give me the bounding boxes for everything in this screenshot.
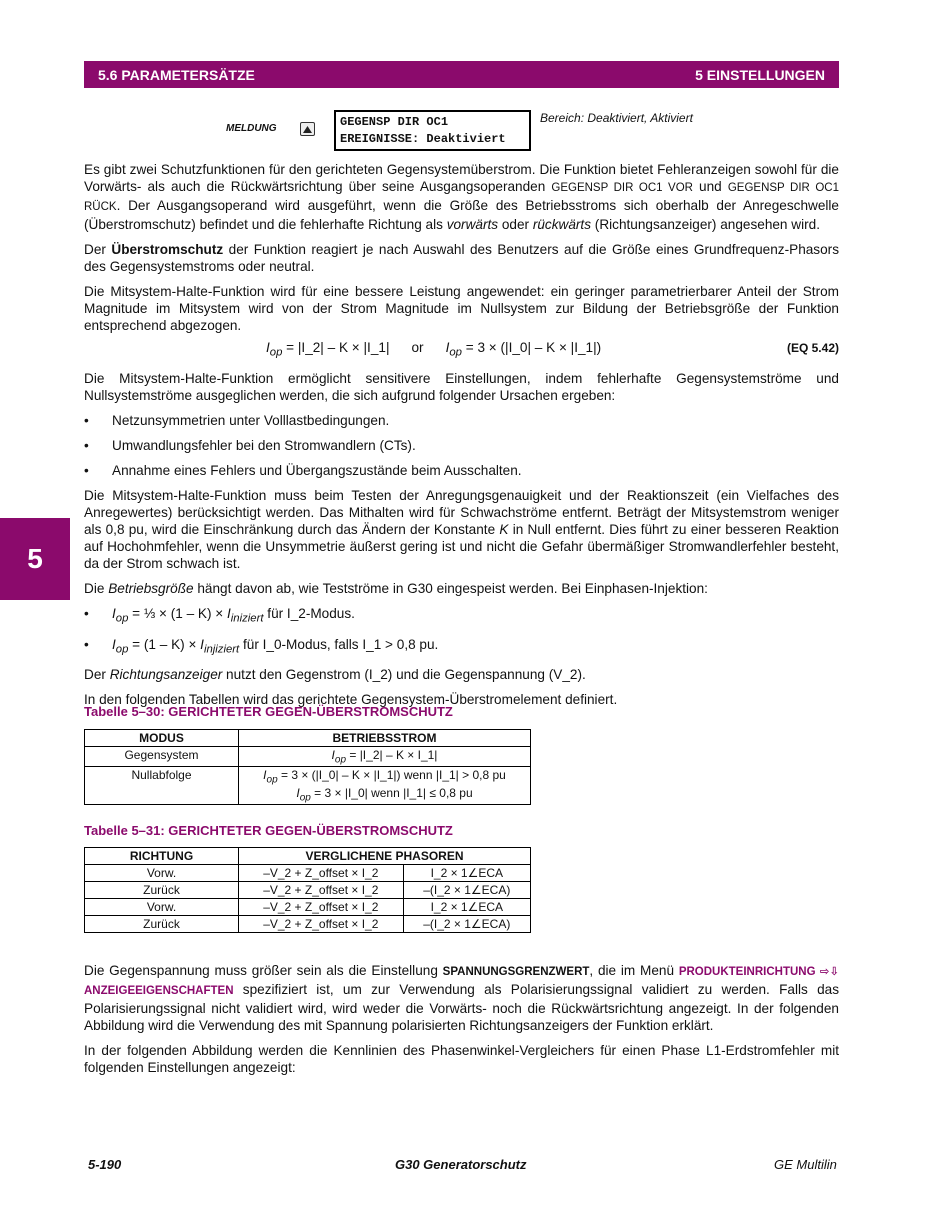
publisher: GE Multilin [774,1157,837,1172]
bullet-list-1 [84,412,839,479]
list-item: • $I_{op} = (1 - K) \times I_{injiziert}$ für I_0-Modus, falls I_1 > 0,8 pu. [84,636,839,659]
paragraph-10: In der folgenden Abbildung werden die Kennlinien des Phasenwinkel-Vergleichers für einen Phase L1-Erdstromfehler mit folgenden Einstellungen angezeigt: [84,1043,839,1075]
paragraph-2: Der Überstromschutz der Funktion reagiert je nach Auswahl des Benutzers auf die Größe eines Grundfrequenz-Phasors des Gegensystemstroms oder neutral. [84,242,839,274]
bullet-list-2 [84,605,839,658]
list-item: • Umwandlungsfehler bei den Stromwandlern (CTs). [84,437,839,454]
table-cell: Zurück [85,882,239,899]
paragraph-6: Die Betriebsgröße hängt davon ab, wie Testströme in G30 eingespeist werden. Bei Einphasen-Injektion: [84,581,708,596]
paragraph-9: Die Gegenspannung muss größer sein als die Einstellung SPANNUNGSGRENZWERT, die im Menü PRODUKTEINRICHTUNG ⇨⇩ ANZEIGEEIGENSCHAFTEN spezifiziert ist, um zur Verwendung als Polarisierungssignal validiert zu werden. Falls das Polarisierungssignal nicht validiert wird, wird weder die Vorwärts- noch die Rückwärtsrichtung angezeigt. In der folgenden Abbildung wird die Verwendung des mit Spannung polarisierten Richtungsanzeigers der Funktion erklärt. [84,963,840,1033]
document-title: G30 Generatorschutz [395,1157,527,1172]
table-cell: –V_2 + Z_offset × I_2 [239,899,404,916]
paragraph-8: In den folgenden Tabellen wird das gerichtete Gegensystem-Überstromelement definiert. [84,692,618,708]
paragraph-4: Die Mitsystem-Halte-Funktion ermöglicht sensitivere Einstellungen, indem fehlerhafte Gegensystemströme und Nullsystemströme ausgeglichen werden, die sich aufgrund folgender Ursachen ergeben: [84,371,839,403]
equation-number: (EQ 5.42) [786,341,839,355]
column-header: MODUS [85,730,239,747]
list-item: • Annahme eines Fehlers und Übergangszustände beim Ausschalten. [84,462,839,479]
table-row [85,899,531,916]
table-header-row [85,730,531,747]
table-cell: $I_{op} = 3$ × (|I_0| – K × |I_1|) wenn |I_1| > 0,8 pu $I_{op} = 3$ × |I_0| wenn |I_1| ≤ 0,8 pu [239,767,531,805]
list-item: • Netzunsymmetrien unter Volllastbedingungen. [84,412,839,429]
table-row [85,767,531,805]
column-header: VERGLICHENE PHASOREN [239,848,531,865]
lcd-line-2: EREIGNISSE: Deaktiviert [340,132,506,146]
table-cell: I_2 × 1∠ECA [403,865,530,882]
table-cell: –V_2 + Z_offset × I_2 [239,865,404,882]
up-arrow-key-icon [300,122,315,136]
table-1-title: Tabelle 5–30: GERICHTETER GEGEN-ÜBERSTROMSCHUTZ [84,704,453,719]
column-header: BETRIEBSSTROM [239,730,531,747]
table-cell: –(I_2 × 1∠ECA) [403,882,530,899]
table-1 [84,729,531,805]
lcd-display [334,110,531,151]
table-cell: Zurück [85,916,239,933]
body-upper [84,161,839,342]
page-header-bar [84,61,839,88]
table-row [85,747,531,767]
paragraph-5: Die Mitsystem-Halte-Funktion muss beim Testen der Anregungsgenauigkeit und der Reaktionszeit (ein Vielfaches des Anregewertes) berücksichtigt werden. Das Mithalten wird für Schwachströme entfernt. Beträgt der Mitsystemstrom weniger als 0,8 pu, wird die Einschränkung durch das Ändern der Konstante K in Null entfernt. Dies führt zu einer besseren Reaktion auf Hochohmfehler, wenn die Unsymmetrie äußerst gering ist und nicht die Gefahr übermäßiger Stromwandlerfehler besteht, da der Strom schwach ist. [84,488,839,571]
menu-path-link: PRODUKTEINRICHTUNG ⇨⇩ ANZEIGEEIGENSCHAFTEN [84,966,840,997]
table-cell: –(I_2 × 1∠ECA) [403,916,530,933]
chapter-title: 5 EINSTELLUNGEN [695,66,825,83]
paragraph-3: Die Mitsystem-Halte-Funktion wird für eine bessere Leistung angewendet: ein geringer parametrierbarer Anteil der Strom Magnitude im Mitsystem wird von der Strom Magnitude im Nullsystem zur Bildung der Betriebsgröße der Funktion entsprechend abgezogen. [84,284,839,333]
table-cell: Gegensystem [85,747,239,767]
body-lower [84,962,839,1084]
chapter-tab: 5 [0,518,70,600]
equation-5-42 [84,340,839,360]
table-cell: Vorw. [85,865,239,882]
table-cell: $I_{op}$ = |I_2| – K × I_1| [239,747,531,767]
table-2 [84,847,531,933]
table-cell: –V_2 + Z_offset × I_2 [239,882,404,899]
column-header: RICHTUNG [85,848,239,865]
body-middle [84,370,839,716]
table-cell: I_2 × 1∠ECA [403,899,530,916]
paragraph-1: Es gibt zwei Schutzfunktionen für den gerichteten Gegensystemüberstrom. Die Funktion bietet Fehleranzeigen sowohl für die Vorwärts- als auch die Rückwärtsrichtung über seine Ausgangsoperanden GEGENSP DIR OC1 VOR und GEGENSP DIR OC1 RÜCK. Der Ausgangsoperand wird ausgeführt, wenn die Größe des Betriebsstroms sich oberhalb der Anregeschwelle (Überstromschutz) befindet und die fehlerhafte Richtung als vorwärts oder rückwärts (Richtungsanzeiger) angesehen wird. [84,162,839,232]
table-row [85,865,531,882]
table-cell: –V_2 + Z_offset × I_2 [239,916,404,933]
equation-body: $I_{op}$ = |I_2| – K × |I_1| or $I_{op} = 3$ × (|I_0| – K × |I_1|) [266,340,602,359]
setting-range: Bereich: Deaktiviert, Aktiviert [540,111,693,125]
paragraph-7: Der Richtungsanzeiger nutzt den Gegenstrom (I_2) und die Gegenspannung (V_2). [84,667,586,683]
table-row [85,882,531,899]
list-item: • $I_{op}$ = ⅓ × $(1 - K) \times I_{iniziert}$ für I_2-Modus. [84,605,839,628]
lcd-line-1: GEGENSP DIR OC1 [340,115,449,129]
section-title: 5.6 PARAMETERSÄTZE [98,66,255,83]
setting-label: MELDUNG [226,123,277,134]
table-row [85,916,531,933]
table-cell: Nullabfolge [85,767,239,805]
table-cell: Vorw. [85,899,239,916]
table-header-row [85,848,531,865]
page-number: 5-190 [88,1157,122,1172]
table-2-title: Tabelle 5–31: GERICHTETER GEGEN-ÜBERSTROMSCHUTZ [84,823,453,838]
